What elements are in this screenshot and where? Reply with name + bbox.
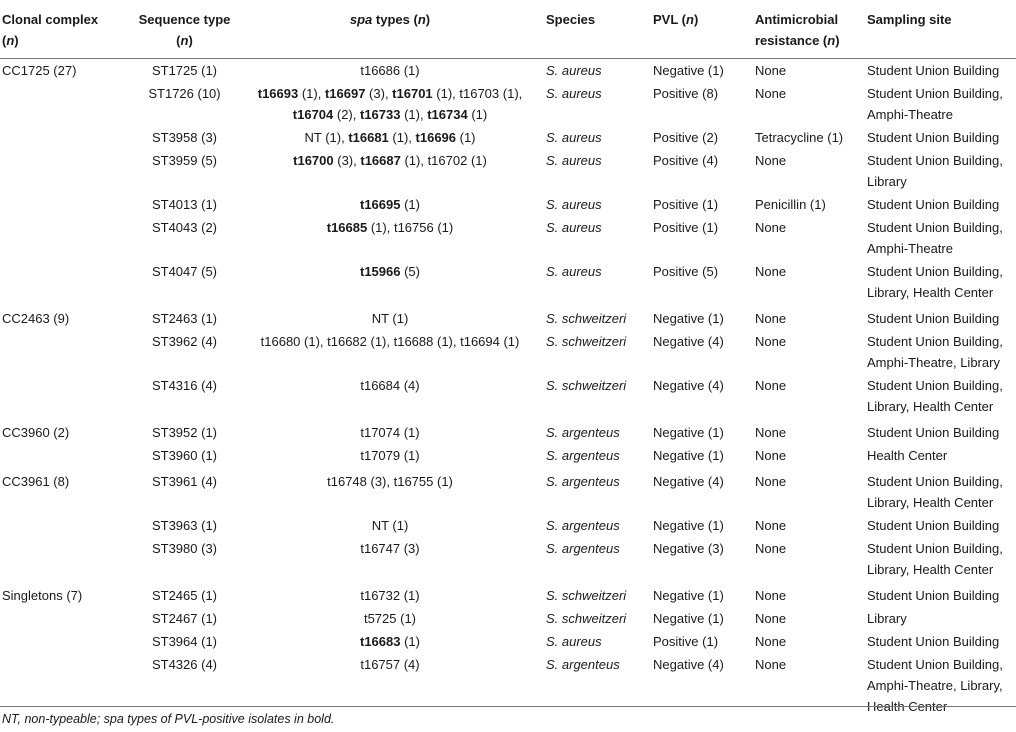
cell-antimicrobial-resistance: None <box>755 657 787 672</box>
cell-sampling-site: Student Union Building, Library, Health Center <box>867 541 1003 577</box>
cell-sampling-site: Student Union Building <box>867 130 1000 145</box>
cell-antimicrobial-resistance: None <box>755 634 787 649</box>
spa-type-bold: t16681 <box>348 130 389 145</box>
cell-pvl: Negative (4) <box>653 474 724 489</box>
cell-antimicrobial-resistance: None <box>755 474 787 489</box>
cell-spa-types <box>238 193 544 216</box>
cell-sequence-type: ST4047 (5) <box>151 264 218 279</box>
cell-pvl: Negative (4) <box>653 334 724 349</box>
cell-clonal-complex <box>0 82 133 126</box>
spa-type-text: t16686 (1) <box>360 63 420 78</box>
spa-type-text: t16757 (4) <box>360 657 420 672</box>
cell-sampling-site: Student Union Building <box>867 588 1000 603</box>
cell-sequence-type: ST4316 (4) <box>151 378 218 393</box>
cell-sequence-type: ST3962 (4) <box>151 334 218 349</box>
table-row <box>0 193 1016 216</box>
cell-pvl: Negative (1) <box>653 63 724 78</box>
spa-type-text: t17079 (1) <box>360 448 420 463</box>
cell-sampling-site: Student Union Building, Amphi-Theatre <box>867 86 1003 122</box>
cell-clonal-complex <box>0 193 133 216</box>
table-row <box>0 216 1016 260</box>
cell-species: S. aureus <box>546 197 602 212</box>
spa-type-text: NT (1) <box>371 518 409 533</box>
spa-type-text: (1), t16756 (1) <box>367 220 454 235</box>
cell-sampling-site: Student Union Building, Amphi-Theatre <box>867 220 1003 256</box>
spa-type-text: (1) <box>400 634 420 649</box>
cell-antimicrobial-resistance: None <box>755 518 787 533</box>
cell-pvl: Positive (2) <box>653 130 719 145</box>
table-row <box>0 653 1016 718</box>
cell-spa-types <box>238 581 544 607</box>
cell-species: S. aureus <box>546 153 602 168</box>
cell-sampling-site: Student Union Building <box>867 197 1000 212</box>
table-row <box>0 467 1016 514</box>
header-spa-types: spa types (n) <box>349 12 431 27</box>
cell-antimicrobial-resistance: None <box>755 264 787 279</box>
table-row <box>0 514 1016 537</box>
spa-type-text: (3), <box>333 153 361 168</box>
table-row <box>0 304 1016 330</box>
cell-sampling-site: Library <box>867 611 907 626</box>
cell-antimicrobial-resistance: None <box>755 86 787 101</box>
cell-sequence-type: ST3961 (4) <box>151 474 218 489</box>
cell-sampling-site: Student Union Building, Library, Health Center <box>867 264 1003 300</box>
cell-pvl: Positive (1) <box>653 220 719 235</box>
table-body <box>0 59 1016 719</box>
table-row <box>0 630 1016 653</box>
cell-species: S. aureus <box>546 86 602 101</box>
table-row <box>0 581 1016 607</box>
cell-antimicrobial-resistance: None <box>755 220 787 235</box>
cell-sequence-type: ST3964 (1) <box>151 634 218 649</box>
header-antimicrobial-resistance: Antimicrobial resistance (n) <box>755 12 840 48</box>
cell-spa-types <box>238 330 544 374</box>
table-row <box>0 607 1016 630</box>
spa-type-text: (2), <box>333 107 360 122</box>
spa-type-bold: t16685 <box>326 220 368 235</box>
cell-sequence-type: ST2463 (1) <box>151 311 218 326</box>
cell-species: S. argenteus <box>546 448 620 463</box>
cell-antimicrobial-resistance: Tetracycline (1) <box>755 130 844 145</box>
spa-type-text: NT (1), <box>304 130 349 145</box>
cell-antimicrobial-resistance: None <box>755 588 787 603</box>
cell-species: S. schweitzeri <box>546 378 627 393</box>
cell-pvl: Positive (8) <box>653 86 719 101</box>
cell-pvl: Negative (1) <box>653 448 724 463</box>
spa-type-text: t5725 (1) <box>363 611 417 626</box>
cell-species: S. schweitzeri <box>546 611 627 626</box>
cell-pvl: Negative (4) <box>653 657 724 672</box>
spa-type-text: t16748 (3), t16755 (1) <box>327 474 453 489</box>
cell-antimicrobial-resistance: None <box>755 311 787 326</box>
cell-antimicrobial-resistance: None <box>755 63 787 78</box>
cell-spa-types <box>238 653 544 718</box>
cell-pvl: Positive (5) <box>653 264 719 279</box>
cell-sampling-site: Student Union Building, Library, Health Center <box>867 474 1003 510</box>
cell-clonal-complex <box>0 216 133 260</box>
cell-sequence-type: ST3960 (1) <box>151 448 218 463</box>
cell-clonal-complex: CC3961 (8) <box>2 474 70 489</box>
cell-spa-types <box>238 630 544 653</box>
spa-type-text: (1), t16702 (1) <box>400 153 487 168</box>
cell-sampling-site: Student Union Building <box>867 518 1000 533</box>
cell-species: S. schweitzeri <box>546 334 627 349</box>
cell-clonal-complex: CC2463 (9) <box>2 311 70 326</box>
cell-antimicrobial-resistance: None <box>755 153 787 168</box>
table-row <box>0 82 1016 126</box>
cell-sequence-type: ST1725 (1) <box>151 63 218 78</box>
cell-sequence-type: ST3952 (1) <box>151 425 218 440</box>
cell-sampling-site: Health Center <box>867 448 948 463</box>
table-row <box>0 444 1016 467</box>
cell-clonal-complex <box>0 149 133 193</box>
table-row <box>0 260 1016 304</box>
cell-spa-types <box>238 537 544 581</box>
table-row <box>0 126 1016 149</box>
cell-sampling-site: Student Union Building, Library, Health Center <box>867 378 1003 414</box>
spa-type-text: t16747 (3) <box>360 541 420 556</box>
spa-type-bold: t16733 <box>360 107 401 122</box>
cell-pvl: Positive (4) <box>653 153 719 168</box>
cell-pvl: Negative (4) <box>653 378 724 393</box>
cell-clonal-complex <box>0 514 133 537</box>
table-row <box>0 418 1016 444</box>
header-pvl: PVL (n) <box>653 12 699 27</box>
cell-clonal-complex <box>0 260 133 304</box>
cell-spa-types <box>238 149 544 193</box>
cell-spa-types <box>238 374 544 418</box>
spa-type-bold: t16696 <box>415 130 457 145</box>
cell-pvl: Positive (1) <box>653 634 719 649</box>
cell-species: S. aureus <box>546 220 602 235</box>
table-row <box>0 59 1016 83</box>
cell-clonal-complex <box>0 607 133 630</box>
table-row <box>0 149 1016 193</box>
cell-sequence-type: ST1726 (10) <box>148 86 221 101</box>
spa-type-text: (1) <box>467 107 488 122</box>
cell-spa-types <box>238 82 544 126</box>
spa-type-text: NT (1) <box>371 311 409 326</box>
cell-pvl: Positive (1) <box>653 197 719 212</box>
cell-species: S. argenteus <box>546 541 620 556</box>
header-sequence-type: Sequence type (n) <box>138 12 231 48</box>
cell-clonal-complex <box>0 630 133 653</box>
cell-sampling-site: Student Union Building <box>867 634 1000 649</box>
header-species: Species <box>546 12 596 27</box>
cell-sampling-site: Student Union Building, Amphi-Theatre, Library, Health Center <box>867 657 1003 714</box>
table-row <box>0 537 1016 581</box>
footer-rule <box>0 706 1016 707</box>
cell-spa-types <box>238 304 544 330</box>
cell-species: S. argenteus <box>546 474 620 489</box>
cell-clonal-complex <box>0 537 133 581</box>
cell-sampling-site: Student Union Building <box>867 425 1000 440</box>
spa-type-text: t16732 (1) <box>360 588 420 603</box>
cell-pvl: Negative (1) <box>653 311 724 326</box>
cell-antimicrobial-resistance: None <box>755 611 787 626</box>
cell-antimicrobial-resistance: None <box>755 425 787 440</box>
cell-species: S. aureus <box>546 63 602 78</box>
cell-species: S. schweitzeri <box>546 311 627 326</box>
spa-type-text: (1), <box>388 130 416 145</box>
spa-type-bold: t16700 <box>293 153 334 168</box>
cell-spa-types <box>238 126 544 149</box>
cell-sequence-type: ST3959 (5) <box>151 153 218 168</box>
cell-species: S. schweitzeri <box>546 588 627 603</box>
cell-clonal-complex <box>0 653 133 718</box>
spa-type-bold: t16695 <box>360 197 401 212</box>
cell-species: S. argenteus <box>546 518 620 533</box>
cell-spa-types <box>238 444 544 467</box>
cell-pvl: Negative (1) <box>653 425 724 440</box>
header-clonal-complex: Clonal complex (n) <box>2 12 99 48</box>
spa-type-bold: t16701 <box>392 86 433 101</box>
cell-clonal-complex <box>0 330 133 374</box>
cell-spa-types <box>238 467 544 514</box>
cell-spa-types <box>238 59 544 83</box>
header-row <box>0 0 1016 59</box>
cell-antimicrobial-resistance: Penicillin (1) <box>755 197 826 212</box>
table-row <box>0 374 1016 418</box>
cell-antimicrobial-resistance: None <box>755 541 787 556</box>
cell-species: S. aureus <box>546 264 602 279</box>
cell-clonal-complex <box>0 374 133 418</box>
cell-sequence-type: ST2467 (1) <box>151 611 218 626</box>
cell-sequence-type: ST3963 (1) <box>151 518 218 533</box>
cell-pvl: Negative (3) <box>653 541 724 556</box>
cell-spa-types <box>238 216 544 260</box>
cell-sampling-site: Student Union Building, Amphi-Theatre, Library <box>867 334 1003 370</box>
spa-type-bold: t16687 <box>360 153 401 168</box>
cell-species: S. argenteus <box>546 657 620 672</box>
spa-type-bold: t16734 <box>427 107 468 122</box>
cell-pvl: Negative (1) <box>653 588 724 603</box>
spa-type-text: t17074 (1) <box>360 425 420 440</box>
spa-type-bold: t16697 <box>324 86 366 101</box>
cell-sequence-type: ST3980 (3) <box>151 541 218 556</box>
spa-type-text: (1), t16703 (1), <box>432 86 523 101</box>
spa-type-bold: t16683 <box>360 634 401 649</box>
spa-type-text: (1), <box>298 86 325 101</box>
spa-type-bold: t16704 <box>292 107 334 122</box>
cell-pvl: Negative (1) <box>653 518 724 533</box>
cell-clonal-complex: CC3960 (2) <box>2 425 70 440</box>
spa-type-text: (1), <box>400 107 428 122</box>
cell-sampling-site: Student Union Building <box>867 311 1000 326</box>
cell-clonal-complex <box>0 126 133 149</box>
cell-spa-types <box>238 607 544 630</box>
spa-type-bold: t15966 <box>360 264 401 279</box>
cell-pvl: Negative (1) <box>653 611 724 626</box>
header-sampling-site: Sampling site <box>867 12 952 27</box>
spa-type-text: (1) <box>456 130 476 145</box>
cell-species: S. argenteus <box>546 425 620 440</box>
table-footnote: NT, non-typeable; spa types of PVL-positive isolates in bold. <box>2 712 335 726</box>
cell-antimicrobial-resistance: None <box>755 334 787 349</box>
cell-clonal-complex: CC1725 (27) <box>2 63 77 78</box>
cell-spa-types <box>238 260 544 304</box>
cell-sampling-site: Student Union Building <box>867 63 1000 78</box>
cell-sampling-site: Student Union Building, Library <box>867 153 1003 189</box>
spa-type-bold: t16693 <box>257 86 299 101</box>
cell-sequence-type: ST3958 (3) <box>151 130 218 145</box>
cell-clonal-complex: Singletons (7) <box>2 588 83 603</box>
cell-antimicrobial-resistance: None <box>755 448 787 463</box>
cell-clonal-complex <box>0 444 133 467</box>
cell-sequence-type: ST4326 (4) <box>151 657 218 672</box>
spa-type-text: t16680 (1), t16682 (1), t16688 (1), t16694 (1) <box>260 334 520 349</box>
cell-spa-types <box>238 514 544 537</box>
cell-species: S. aureus <box>546 130 602 145</box>
table-row <box>0 330 1016 374</box>
cell-sequence-type: ST4013 (1) <box>151 197 218 212</box>
spa-type-text: (5) <box>400 264 420 279</box>
spa-type-text: (1) <box>400 197 420 212</box>
spa-type-text: t16684 (4) <box>360 378 420 393</box>
cell-sequence-type: ST4043 (2) <box>151 220 218 235</box>
spa-type-text: (3), <box>365 86 393 101</box>
cell-species: S. aureus <box>546 634 602 649</box>
cell-sequence-type: ST2465 (1) <box>151 588 218 603</box>
cell-antimicrobial-resistance: None <box>755 378 787 393</box>
cell-spa-types <box>238 418 544 444</box>
